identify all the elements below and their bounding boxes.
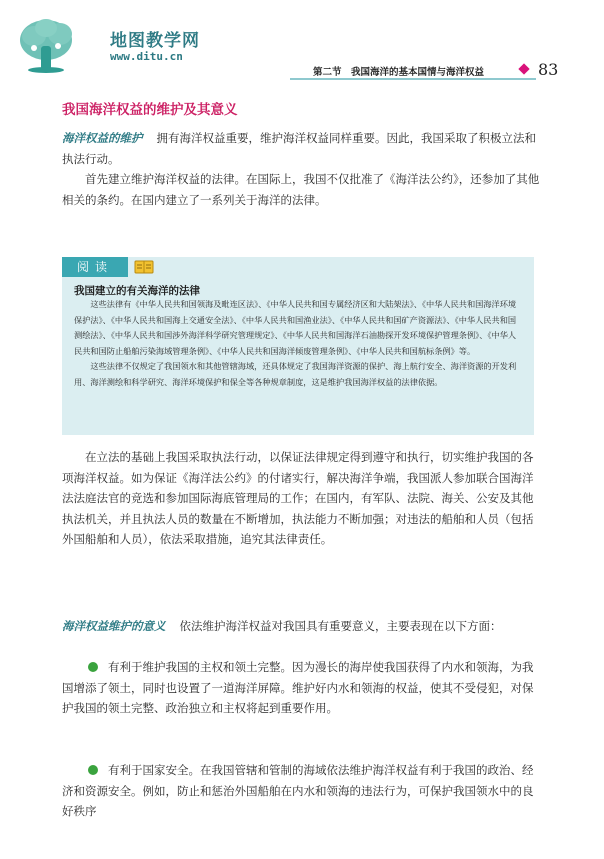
- paragraph-maintenance: [62, 128, 540, 169]
- paragraph-legislation: 首先建立维护海洋权益的法律。在国际上，我国不仅批准了《海洋法公约》，还参加了其他相关的条约。在国内建立了一系列关于海洋的法律。: [62, 172, 540, 207]
- bullet-dot-icon: [88, 765, 98, 775]
- diamond-marker-icon: [518, 63, 529, 74]
- reading-heading: 我国建立的有关海洋的法律: [74, 285, 200, 297]
- section-title: 我国海洋权益的维护及其意义: [62, 102, 238, 118]
- paragraph-lead: 海洋权益的维护: [62, 131, 143, 145]
- paragraph-text: 拥有海洋权益重要，维护海洋权益同样重要。因此，我国采取了积极立法和执法行动。: [62, 131, 536, 166]
- reading-box: [62, 257, 534, 435]
- bullet-item: [62, 657, 540, 719]
- reading-body: [74, 297, 524, 391]
- header-rule: [290, 78, 536, 80]
- site-url: www.ditu.cn: [110, 50, 183, 63]
- paragraph-enforcement: 在立法的基础上我国采取执法行动，以保证法律规定得到遵守和执行，切实维护我国的各项海洋权益。如为保证《海洋法公约》的付诸实行，解决海洋争端，我国派人参加联合国海洋法法庭法官的竞选和参加国际海底管理局的工作；在国内，有军队、法院、海关、公安及其他执法机关，并且执法人员的数量在不断增加，执法能力不断加强；对违法的船舶和人员（包括外国船舶和人员），依法采取措施，追究其法律责任。: [62, 450, 534, 546]
- reading-paragraph: 这些法律不仅规定了我国领水和其他管辖海域，还具体规定了我国海洋资源的保护、海上航行安全、海洋资源的开发利用、海洋测绘和科学研究、海洋环境保护和保全等各种规章制度，这是维护我国海洋权益的法律依据。: [74, 361, 517, 387]
- book-icon: [134, 259, 154, 275]
- bullet-text: 有利于维护我国的主权和领土完整。因为漫长的海岸使我国获得了内水和领海，为我国增添了领土，同时也设置了一道海洋屏障。维护好内水和领海的权益，使其不受侵犯，对保护我国的领土完整、政治独立和主权将起到重要作用。: [62, 660, 534, 715]
- page-number: 83: [538, 60, 559, 79]
- reading-paragraph: 这些法律有《中华人民共和国领海及毗连区法》、《中华人民共和国专属经济区和大陆架法》、《中华人民共和国海洋环境保护法》、《中华人民共和国海上交通安全法》、《中华人民共和国渔业法》、《中华人民共和国矿产资源法》、《中华人民共和国测绘法》、《中华人民共和国涉外海洋科学研究管理规定》、《中华人民共和国海洋石油勘探开发环境保护管理条例》、《中华人民共和国防止船舶污染海域管理条例》、《中华人民共和国海洋倾废管理条例》、《中华人民共和国航标条例》等。: [74, 299, 517, 356]
- chapter-title: 第二节 我国海洋的基本国情与海洋权益: [313, 67, 485, 78]
- reading-tab: 阅读: [62, 257, 128, 277]
- page-header: [0, 0, 604, 88]
- bullet-text: 有利于国家安全。在我国管辖和管制的海域依法维护海洋权益有利于我国的政治、经济和资源安全。例如，防止和惩治外国船舶在内水和领海的违法行为，可保护我国领水中的良好秩序: [62, 763, 534, 818]
- site-name: 地图教学网: [110, 31, 200, 51]
- tree-logo-icon: [16, 14, 106, 74]
- paragraph-significance: [62, 616, 540, 637]
- bullet-item: [62, 760, 540, 822]
- paragraph-lead: 海洋权益维护的意义: [62, 619, 166, 633]
- bullet-dot-icon: [88, 662, 98, 672]
- paragraph-text: 依法维护海洋权益对我国具有重要意义，主要表现在以下方面：: [179, 619, 502, 633]
